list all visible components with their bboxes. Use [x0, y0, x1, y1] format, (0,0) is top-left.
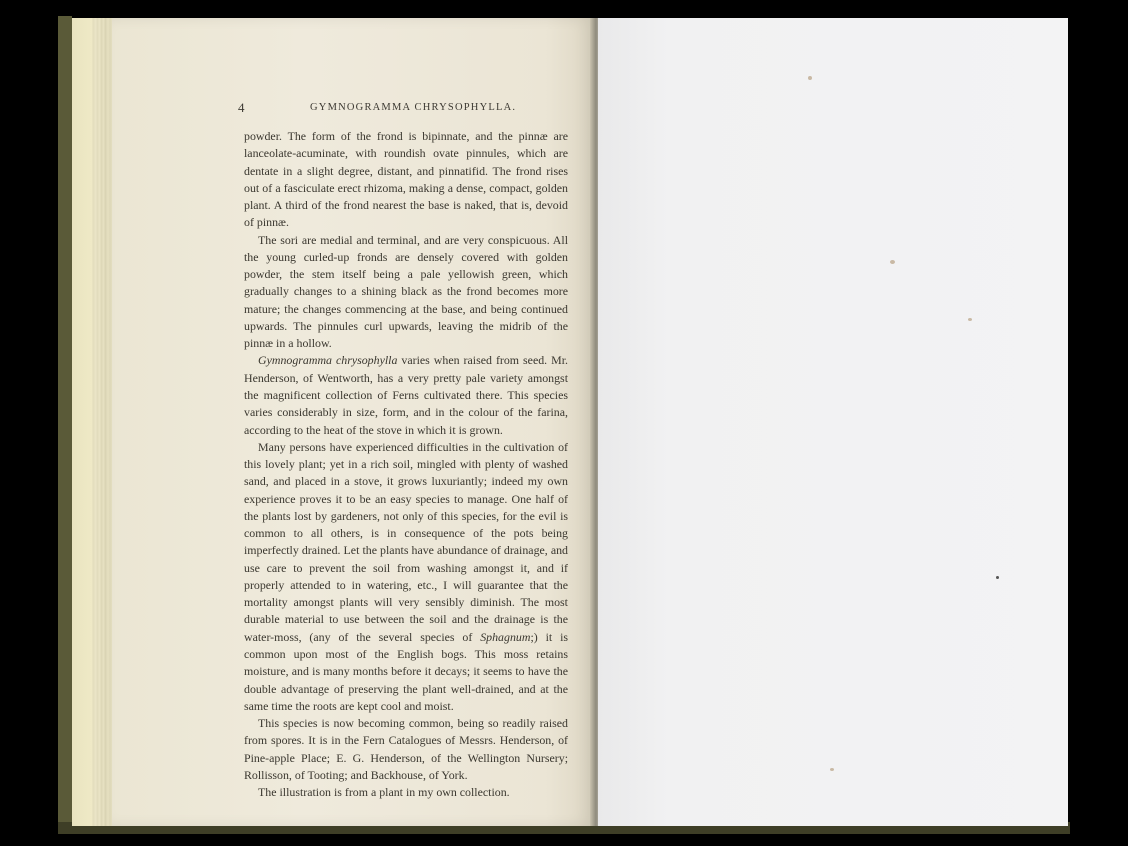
- paragraph: powder. The form of the frond is bipinnate, and the pinnæ are lanceolate-acuminate, with roundish ovate pinnules, which are dentate in a slight degree, distant, and pinnatifid. The frond rises out of a fasciculate erect rhizoma, making a dense, compact, golden plant. A third of the frond nearest the base is naked, that is, devoid of pinnæ.: [244, 129, 568, 230]
- paper-speck: [890, 260, 895, 264]
- page-number: 4: [238, 100, 246, 115]
- paragraph: The sori are medial and terminal, and are very conspicuous. All the young curled-up fronds are densely covered with golden powder, the stem itself being a pale yellowish green, which gradually changes to a shining black as the frond becomes more mature; the changes commencing at the base, and being continued upwards. The pinnules curl upwards, leaving the midrib of the pinnæ in a hollow.: [244, 232, 568, 351]
- paragraph: [244, 439, 568, 715]
- right-page-blank: [598, 18, 1068, 826]
- genus-name: Sphagnum: [480, 629, 531, 644]
- paragraph-text: ;) it is common upon most of the English bogs. This moss retains moisture, and is many months before it decays; it seems to have the double advantage of preserving the plant well-drained, and at the same time the roots are kept cool and moist.: [244, 629, 569, 713]
- paragraph: [244, 352, 568, 438]
- paper-speck: [830, 768, 834, 771]
- paragraph: This species is now becoming common, being so readily raised from spores. It is in the Fern Catalogues of Messrs. Henderson, of Pine-apple Place; E. G. Henderson, of the Wellington Nursery; Rollisson, of Tooting; and Backhouse, of York.: [244, 716, 568, 782]
- paragraph-text: varies when raised from seed. Mr. Henderson, of Wentworth, has a very pretty pale variety amongst the magnificent collection of Ferns cultivated there. This species varies considerably in size, form, and in the colour of the farina, according to the heat of the stove in which it is grown.: [244, 353, 569, 437]
- book-cover-edge: [58, 16, 72, 832]
- body-text: [244, 128, 568, 801]
- paragraph-text: Many persons have experienced difficulties in the cultivation of this lovely plant; yet in a rich soil, mingled with plenty of washed sand, and placed in a stove, it grows luxuriantly; indeed my own experience proves it to be an easy species to manage. One half of the plants lost by gardeners, not only of this species, for the evil is common to all others, is in consequence of the pots being imperfectly drained. Let the plants have abundance of drainage, and use care to prevent the soil from washing amongst it, and if properly attended to in watering, etc., I will guarantee that the mortality amongst plants will very sensibly diminish. The most durable material to use between the soil and the drainage is the water-moss, (any of the several species of: [244, 439, 568, 644]
- running-head: [130, 100, 590, 118]
- paper-speck: [996, 576, 999, 579]
- running-title: GYMNOGRAMMA CHRYSOPHYLLA.: [310, 102, 517, 113]
- species-name: Gymnogramma chrysophylla: [258, 353, 398, 368]
- paragraph: The illustration is from a plant in my own collection.: [258, 785, 510, 800]
- paper-speck: [968, 318, 972, 321]
- paper-speck: [808, 76, 812, 80]
